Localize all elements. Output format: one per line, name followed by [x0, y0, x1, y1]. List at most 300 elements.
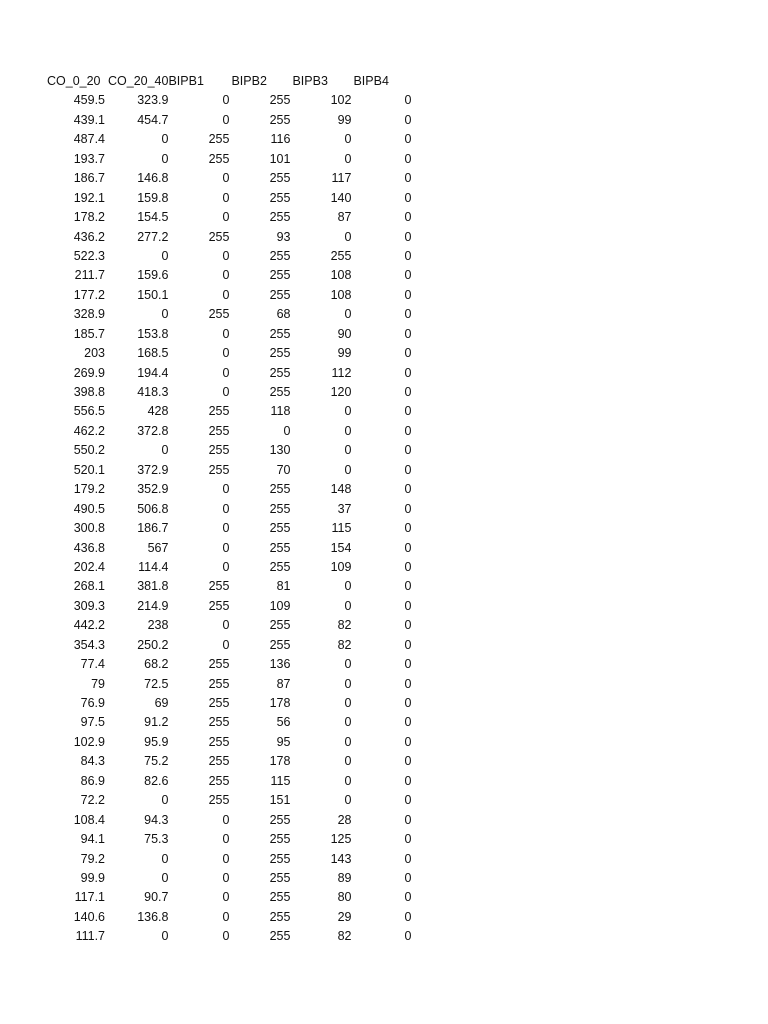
column-header-bipb3: BIPB3	[292, 74, 328, 88]
table-row	[44, 402, 411, 421]
cell-bipb3: 29	[337, 909, 352, 924]
cell-bipb4: 0	[404, 501, 412, 516]
cell-bipb4: 0	[404, 93, 412, 108]
cell-co-0-20: 117.1	[74, 890, 105, 905]
cell-bipb3: 0	[344, 307, 352, 322]
cell-bipb3: 0	[344, 715, 352, 730]
cell-co-0-20: 193.7	[73, 151, 105, 166]
cell-bipb3: 0	[344, 773, 352, 788]
cell-co-20-40: 428	[147, 404, 169, 419]
cell-bipb1: 0	[222, 112, 230, 127]
cell-bipb4: 0	[404, 443, 412, 458]
cell-co-20-40: 0	[161, 151, 169, 166]
cell-bipb3: 0	[344, 443, 352, 458]
cell-co-0-20: 178.2	[73, 210, 105, 225]
cell-bipb1: 0	[222, 171, 230, 186]
cell-co-0-20: 490.5	[73, 501, 105, 516]
cell-bipb2: 255	[269, 637, 291, 652]
table-row	[44, 325, 411, 344]
table-row	[44, 791, 411, 810]
cell-co-20-40: 352.9	[137, 482, 169, 497]
cell-co-0-20: 556.5	[73, 404, 105, 419]
cell-bipb1: 255	[208, 696, 230, 710]
cell-co-0-20: 268.1	[73, 579, 105, 594]
table-row	[44, 713, 411, 732]
table-row	[44, 752, 411, 771]
cell-co-20-40: 0	[161, 929, 169, 944]
cell-bipb1: 0	[222, 346, 230, 361]
cell-bipb3: 87	[337, 210, 352, 225]
cell-bipb4: 0	[404, 112, 412, 127]
cell-bipb4: 0	[404, 346, 412, 361]
cell-bipb1: 255	[208, 754, 230, 769]
cell-co-0-20: 300.8	[73, 521, 105, 536]
cell-co-20-40: 154.5	[137, 210, 169, 225]
table-row	[44, 655, 411, 674]
cell-bipb1: 0	[222, 870, 230, 885]
cell-bipb1: 0	[222, 93, 230, 108]
cell-bipb2: 255	[269, 287, 291, 302]
cell-co-0-20: 94.1	[80, 832, 105, 847]
cell-bipb3: 0	[344, 696, 352, 710]
cell-bipb4: 0	[404, 268, 412, 283]
cell-co-0-20: 442.2	[73, 618, 105, 633]
cell-co-20-40: 506.8	[137, 501, 169, 516]
cell-bipb3: 80	[337, 890, 352, 905]
table-row	[44, 675, 411, 694]
cell-bipb3: 125	[330, 832, 352, 847]
table-row	[44, 694, 411, 713]
cell-co-0-20: 140.6	[73, 909, 105, 924]
table-row	[44, 811, 411, 830]
cell-bipb4: 0	[404, 132, 412, 147]
table-row	[44, 286, 411, 305]
cell-co-20-40: 214.9	[137, 598, 169, 613]
table-row	[44, 480, 411, 499]
cell-bipb2: 56	[276, 715, 291, 730]
cell-bipb4: 0	[404, 618, 412, 633]
table-row	[44, 830, 411, 849]
cell-bipb1: 0	[222, 618, 230, 633]
table-row	[44, 850, 411, 869]
cell-bipb1: 0	[222, 190, 230, 205]
cell-co-20-40: 136.8	[137, 909, 169, 924]
table-row	[44, 636, 411, 655]
cell-co-20-40: 153.8	[137, 326, 169, 341]
cell-bipb2: 255	[269, 112, 291, 127]
cell-bipb2: 255	[269, 385, 291, 399]
cell-bipb3: 112	[331, 365, 352, 380]
cell-bipb1: 255	[208, 307, 230, 322]
table-row	[44, 461, 411, 480]
cell-co-0-20: 192.1	[73, 190, 105, 205]
cell-co-0-20: 111.7	[75, 929, 105, 944]
cell-bipb3: 102	[330, 93, 352, 108]
table-row	[44, 908, 411, 927]
cell-co-0-20: 550.2	[73, 443, 105, 458]
cell-bipb3: 255	[330, 248, 352, 263]
cell-bipb2: 178	[269, 754, 291, 769]
cell-bipb3: 0	[344, 734, 352, 749]
table-row	[44, 150, 411, 169]
cell-co-20-40: 372.8	[137, 423, 169, 438]
cell-co-20-40: 91.2	[144, 715, 169, 730]
cell-bipb2: 255	[269, 190, 291, 205]
cell-bipb4: 0	[404, 637, 412, 652]
cell-bipb2: 68	[276, 307, 291, 322]
cell-co-0-20: 108.4	[73, 812, 105, 827]
cell-bipb3: 0	[344, 793, 352, 808]
table-row	[44, 228, 411, 247]
table-row	[44, 441, 411, 460]
cell-bipb2: 255	[269, 559, 291, 574]
cell-bipb2: 81	[276, 579, 291, 594]
cell-bipb2: 255	[269, 909, 291, 924]
cell-bipb1: 255	[208, 715, 230, 730]
cell-bipb4: 0	[404, 773, 412, 788]
cell-bipb3: 0	[344, 657, 352, 672]
cell-co-0-20: 177.2	[73, 287, 105, 302]
cell-co-20-40: 75.3	[144, 832, 169, 847]
cell-bipb4: 0	[404, 482, 412, 497]
cell-bipb1: 0	[222, 637, 230, 652]
cell-bipb4: 0	[404, 171, 412, 186]
cell-bipb4: 0	[404, 696, 412, 710]
cell-bipb3: 28	[337, 812, 352, 827]
cell-bipb4: 0	[404, 210, 412, 225]
cell-bipb3: 0	[344, 754, 352, 769]
cell-bipb1: 0	[222, 501, 230, 516]
cell-bipb2: 255	[269, 832, 291, 847]
cell-co-0-20: 79.2	[80, 851, 105, 866]
cell-co-20-40: 0	[161, 793, 169, 808]
table-row	[44, 733, 411, 752]
cell-bipb3: 99	[337, 346, 352, 361]
cell-bipb1: 255	[208, 734, 230, 749]
cell-co-20-40: 238	[147, 618, 169, 633]
cell-bipb2: 255	[269, 171, 291, 186]
cell-co-0-20: 328.9	[73, 307, 105, 322]
cell-bipb3: 120	[330, 385, 352, 399]
cell-bipb2: 0	[283, 423, 291, 438]
cell-bipb2: 151	[269, 793, 291, 808]
cell-bipb2: 255	[269, 268, 291, 283]
cell-bipb2: 118	[270, 404, 291, 419]
cell-co-20-40: 0	[161, 870, 169, 885]
cell-bipb3: 82	[337, 637, 352, 652]
header-row	[44, 72, 411, 91]
column-header-bipb2: BIPB2	[231, 74, 267, 88]
cell-co-20-40: 114.4	[138, 559, 169, 574]
cell-co-0-20: 76.9	[80, 696, 105, 710]
cell-bipb4: 0	[404, 657, 412, 672]
column-header-bipb1: BIPB1	[168, 74, 204, 88]
column-header-bipb4: BIPB4	[353, 74, 389, 88]
table-row	[44, 189, 411, 208]
cell-bipb4: 0	[404, 715, 412, 730]
table-row	[44, 577, 411, 596]
cell-co-20-40: 159.6	[137, 268, 169, 283]
cell-bipb4: 0	[404, 832, 412, 847]
cell-bipb3: 148	[330, 482, 352, 497]
cell-bipb4: 0	[404, 676, 412, 691]
cell-co-20-40: 150.1	[137, 287, 169, 302]
cell-co-20-40: 323.9	[137, 93, 169, 108]
cell-bipb2: 255	[269, 870, 291, 885]
cell-bipb1: 255	[208, 676, 230, 691]
cell-bipb2: 115	[270, 773, 291, 788]
table-row	[44, 539, 411, 558]
cell-bipb1: 0	[222, 326, 230, 341]
cell-bipb1: 255	[208, 773, 230, 788]
cell-co-20-40: 0	[161, 851, 169, 866]
cell-co-0-20: 179.2	[73, 482, 105, 497]
cell-co-0-20: 84.3	[80, 754, 105, 769]
cell-bipb4: 0	[404, 229, 412, 244]
cell-bipb1: 0	[222, 268, 230, 283]
cell-bipb3: 109	[330, 559, 352, 574]
cell-bipb3: 140	[330, 190, 352, 205]
cell-co-0-20: 186.7	[73, 171, 105, 186]
cell-bipb1: 0	[222, 482, 230, 497]
cell-bipb4: 0	[404, 559, 412, 574]
cell-bipb2: 255	[269, 521, 291, 536]
cell-bipb3: 0	[344, 423, 352, 438]
cell-bipb1: 0	[222, 210, 230, 225]
cell-bipb1: 0	[222, 909, 230, 924]
cell-bipb1: 0	[222, 851, 230, 866]
cell-co-20-40: 0	[161, 132, 169, 147]
cell-bipb3: 0	[344, 132, 352, 147]
cell-bipb4: 0	[404, 248, 412, 263]
cell-bipb2: 255	[269, 812, 291, 827]
cell-bipb1: 0	[222, 929, 230, 944]
cell-bipb4: 0	[404, 929, 412, 944]
cell-bipb3: 82	[337, 618, 352, 633]
cell-bipb2: 255	[269, 501, 291, 516]
cell-bipb2: 101	[269, 151, 291, 166]
cell-bipb2: 255	[269, 482, 291, 497]
cell-co-20-40: 186.7	[137, 521, 169, 536]
cell-co-20-40: 68.2	[144, 657, 169, 672]
table-row	[44, 422, 411, 441]
cell-bipb4: 0	[404, 579, 412, 594]
cell-bipb4: 0	[404, 890, 412, 905]
cell-bipb4: 0	[404, 598, 412, 613]
table-row	[44, 597, 411, 616]
cell-co-20-40: 75.2	[144, 754, 169, 769]
cell-co-0-20: 522.3	[73, 248, 105, 263]
cell-co-0-20: 487.4	[73, 132, 105, 147]
cell-co-20-40: 146.8	[137, 171, 169, 186]
cell-bipb2: 255	[269, 365, 291, 380]
cell-co-0-20: 354.3	[73, 637, 105, 652]
cell-bipb2: 87	[276, 676, 291, 691]
column-header-co-0-20: CO_0_20	[47, 74, 101, 88]
cell-co-0-20: 462.2	[73, 423, 105, 438]
cell-bipb3: 0	[344, 229, 352, 244]
table-row	[44, 266, 411, 285]
cell-bipb2: 255	[269, 618, 291, 633]
table-row	[44, 247, 411, 266]
cell-co-0-20: 86.9	[80, 773, 105, 788]
cell-co-20-40: 0	[161, 248, 169, 263]
cell-bipb4: 0	[404, 307, 412, 322]
cell-co-20-40: 372.9	[137, 462, 169, 477]
cell-bipb1: 255	[208, 229, 230, 244]
cell-bipb3: 143	[330, 851, 352, 866]
cell-bipb1: 255	[208, 793, 230, 808]
cell-bipb1: 255	[208, 579, 230, 594]
cell-co-0-20: 202.4	[73, 559, 105, 574]
cell-bipb1: 0	[222, 287, 230, 302]
cell-bipb3: 108	[330, 287, 352, 302]
table-row	[44, 344, 411, 363]
cell-co-20-40: 90.7	[144, 890, 169, 905]
cell-co-0-20: 269.9	[73, 365, 105, 380]
cell-co-20-40: 69	[154, 696, 169, 710]
cell-bipb2: 255	[269, 326, 291, 341]
cell-bipb2: 255	[269, 890, 291, 905]
table-row	[44, 558, 411, 577]
data-table	[44, 72, 411, 947]
table-row	[44, 772, 411, 791]
cell-bipb4: 0	[404, 851, 412, 866]
cell-bipb4: 0	[404, 326, 412, 341]
cell-co-20-40: 250.2	[137, 637, 169, 652]
cell-co-0-20: 99.9	[80, 870, 105, 885]
cell-bipb3: 115	[331, 521, 352, 536]
cell-bipb3: 154	[330, 540, 352, 555]
cell-co-20-40: 0	[161, 443, 169, 458]
table-row	[44, 519, 411, 538]
cell-bipb1: 255	[208, 151, 230, 166]
cell-co-20-40: 82.6	[144, 773, 169, 788]
cell-bipb2: 255	[269, 346, 291, 361]
table-row	[44, 616, 411, 635]
cell-bipb1: 0	[222, 248, 230, 263]
table-row	[44, 208, 411, 227]
cell-co-0-20: 203	[84, 346, 105, 361]
table-row	[44, 305, 411, 324]
cell-co-20-40: 454.7	[137, 112, 169, 127]
cell-bipb2: 255	[269, 248, 291, 263]
cell-bipb4: 0	[404, 151, 412, 166]
cell-bipb4: 0	[404, 404, 412, 419]
cell-bipb4: 0	[404, 754, 412, 769]
cell-co-0-20: 436.8	[73, 540, 105, 555]
cell-bipb4: 0	[404, 190, 412, 205]
cell-bipb3: 0	[344, 598, 352, 613]
cell-bipb1: 255	[208, 423, 230, 438]
cell-bipb4: 0	[404, 909, 412, 924]
table-row	[44, 130, 411, 149]
table-row	[44, 91, 411, 110]
cell-bipb4: 0	[404, 462, 412, 477]
cell-bipb3: 117	[331, 171, 352, 186]
cell-bipb2: 70	[276, 462, 291, 477]
cell-bipb2: 109	[269, 598, 291, 613]
cell-bipb2: 93	[276, 229, 291, 244]
column-header-co-20-40: CO_20_40	[108, 74, 169, 88]
cell-bipb1: 0	[222, 559, 230, 574]
cell-co-0-20: 309.3	[73, 598, 105, 613]
cell-bipb1: 0	[222, 812, 230, 827]
cell-co-0-20: 79	[91, 676, 105, 691]
cell-co-20-40: 277.2	[137, 229, 169, 244]
table-row	[44, 927, 411, 946]
cell-co-0-20: 436.2	[73, 229, 105, 244]
cell-co-20-40: 567	[147, 540, 169, 555]
table-row	[44, 111, 411, 130]
table-row	[44, 169, 411, 188]
cell-bipb2: 255	[269, 851, 291, 866]
cell-bipb4: 0	[404, 365, 412, 380]
cell-bipb2: 116	[270, 132, 291, 147]
cell-co-20-40: 72.5	[144, 676, 169, 691]
cell-bipb3: 0	[344, 462, 352, 477]
cell-bipb4: 0	[404, 287, 412, 302]
data-sheet	[44, 72, 411, 947]
cell-bipb4: 0	[404, 540, 412, 555]
table-row	[44, 364, 411, 383]
cell-bipb3: 0	[344, 404, 352, 419]
cell-bipb4: 0	[404, 793, 412, 808]
cell-bipb2: 95	[276, 734, 291, 749]
cell-bipb1: 0	[222, 832, 230, 847]
cell-bipb1: 255	[208, 443, 230, 458]
cell-co-0-20: 439.1	[73, 112, 105, 127]
cell-bipb4: 0	[404, 423, 412, 438]
cell-bipb3: 0	[344, 579, 352, 594]
cell-co-0-20: 211.7	[74, 268, 105, 283]
cell-bipb2: 255	[269, 929, 291, 944]
cell-bipb1: 255	[208, 598, 230, 613]
cell-bipb4: 0	[404, 812, 412, 827]
cell-co-0-20: 97.5	[80, 715, 105, 730]
cell-bipb3: 37	[337, 501, 352, 516]
cell-co-20-40: 95.9	[144, 734, 169, 749]
cell-co-0-20: 72.2	[80, 793, 105, 808]
cell-bipb3: 89	[337, 870, 352, 885]
cell-co-20-40: 0	[161, 307, 169, 322]
cell-bipb3: 82	[337, 929, 352, 944]
cell-co-20-40: 418.3	[137, 385, 169, 399]
cell-co-20-40: 94.3	[144, 812, 169, 827]
table-row	[44, 869, 411, 888]
cell-co-20-40: 381.8	[137, 579, 169, 594]
cell-bipb3: 90	[337, 326, 352, 341]
cell-co-0-20: 459.5	[73, 93, 105, 108]
cell-bipb4: 0	[404, 734, 412, 749]
cell-co-0-20: 102.9	[73, 734, 105, 749]
cell-co-20-40: 168.5	[137, 346, 169, 361]
cell-co-0-20: 398.8	[73, 385, 105, 399]
cell-bipb3: 0	[344, 151, 352, 166]
cell-bipb2: 178	[269, 696, 291, 710]
cell-co-0-20: 520.1	[73, 462, 105, 477]
cell-co-20-40: 159.8	[137, 190, 169, 205]
cell-bipb4: 0	[404, 385, 412, 399]
cell-co-20-40: 194.4	[137, 365, 169, 380]
cell-bipb3: 0	[344, 676, 352, 691]
cell-bipb2: 130	[269, 443, 291, 458]
cell-bipb4: 0	[404, 870, 412, 885]
cell-bipb3: 99	[337, 112, 352, 127]
cell-bipb2: 136	[269, 657, 291, 672]
cell-bipb1: 0	[222, 365, 230, 380]
cell-bipb2: 255	[269, 210, 291, 225]
